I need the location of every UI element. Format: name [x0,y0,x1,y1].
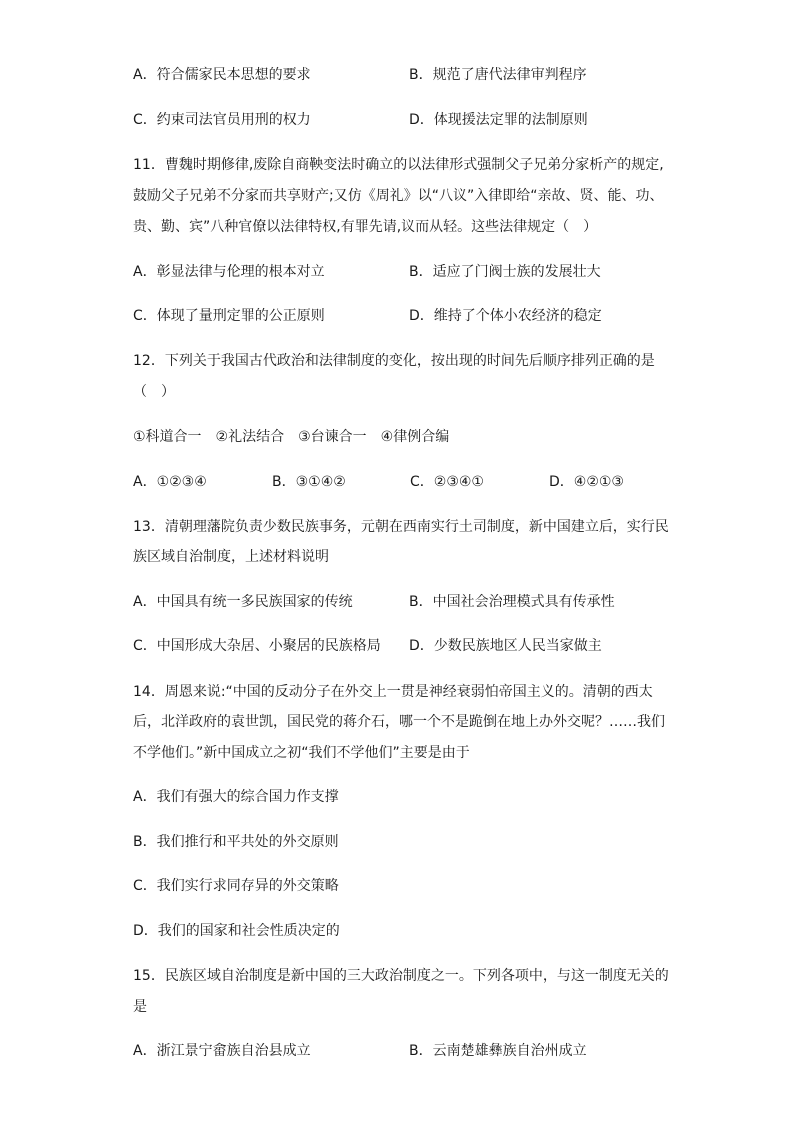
q15-stem-line-2: 是 [133,999,147,1015]
q15-option-a[interactable]: A．浙江景宁畲族自治县成立 [133,1043,311,1059]
q13-option-b[interactable]: B．中国社会治理模式具有传承性 [409,594,615,610]
q13-option-a[interactable]: A．中国具有统一多民族国家的传统 [133,594,353,610]
q13-stem-line-1: 13．清朝理藩院负责少数民族事务，元朝在西南实行土司制度，新中国建立后，实行民 [133,519,669,535]
q11-stem-line-3: 贵、勤、宾”八种官僚以法律特权,有罪先请,议而从轻。这些法律规定（ ） [133,219,598,235]
q11-stem-line-2: 鼓励父子兄弟不分家而共享财产;又仿《周礼》以“八议”入律即给“亲故、贤、能、功、 [133,188,664,204]
q12-items: ①科道合一 ②礼法结合 ③台谏合一 ④律例合编 [133,429,450,445]
q13-option-c[interactable]: C．中国形成大杂居、小聚居的民族格局 [133,638,381,654]
q12-option-d[interactable]: D．④②①③ [549,474,624,490]
q12-option-c[interactable]: C．②③④① [410,474,484,490]
q11-option-c[interactable]: C．体现了量刑定罪的公正原则 [133,308,325,324]
q15-stem-line-1: 15．民族区域自治制度是新中国的三大政治制度之一。下列各项中，与这一制度无关的 [133,968,669,984]
q14-option-a[interactable]: A．我们有强大的综合国力作支撑 [133,789,339,805]
q14-stem-line-2: 后，北洋政府的袁世凯，国民党的蒋介石，哪一个不是跪倒在地上办外交呢？……我们 [133,714,665,730]
q12-stem-line-1: 12．下列关于我国古代政治和法律制度的变化，按出现的时间先后顺序排列正确的是 [133,353,655,369]
q14-stem-line-1: 14．周恩来说:“中国的反动分子在外交上一贯是神经衰弱怕帝国主义的。清朝的西太 [133,684,653,700]
q12-option-a[interactable]: A．①②③④ [133,474,207,490]
q12-stem-line-2: （ ） [133,384,175,400]
q11-stem-line-1: 11．曹魏时期修律,废除自商鞅变法时确立的以法律形式强制父子兄弟分家析产的规定, [133,157,664,173]
q14-option-c[interactable]: C．我们实行求同存异的外交策略 [133,878,339,894]
q10-option-c[interactable]: C．约束司法官员用刑的权力 [133,112,311,128]
q14-option-b[interactable]: B．我们推行和平共处的外交原则 [133,834,339,850]
q13-stem-line-2: 族区域自治制度，上述材料说明 [133,549,329,565]
q15-option-b[interactable]: B．云南楚雄彝族自治州成立 [409,1043,587,1059]
q11-option-d[interactable]: D．维持了个体小农经济的稳定 [409,308,602,324]
q13-option-d[interactable]: D．少数民族地区人民当家做主 [409,638,602,654]
q10-option-a[interactable]: A．符合儒家民本思想的要求 [133,67,311,83]
q14-stem-line-3: 不学他们。”新中国成立之初“我们不学他们”主要是由于 [133,745,470,761]
q10-option-b[interactable]: B．规范了唐代法律审判程序 [409,67,587,83]
q11-option-b[interactable]: B．适应了门阀士族的发展壮大 [409,264,601,280]
q14-option-d[interactable]: D．我们的国家和社会性质决定的 [133,923,340,939]
q10-option-d[interactable]: D．体现援法定罪的法制原则 [409,112,588,128]
q11-option-a[interactable]: A．彰显法律与伦理的根本对立 [133,264,325,280]
q12-option-b[interactable]: B．③①④② [272,474,346,490]
